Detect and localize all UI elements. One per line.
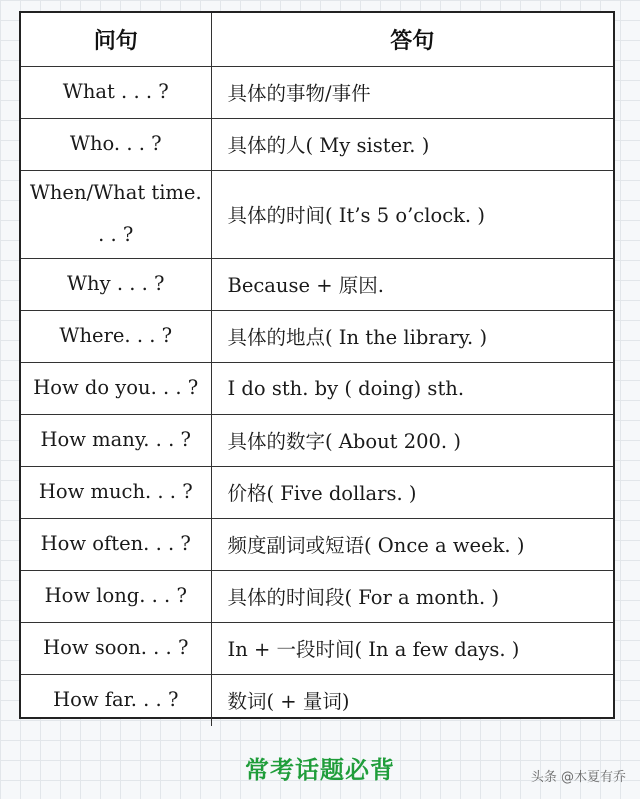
question-cell: How do you. . . ?: [21, 362, 211, 414]
question-cell: How many. . . ?: [21, 414, 211, 466]
qa-table-sheet: [19, 11, 615, 719]
question-cell: How much. . . ?: [21, 466, 211, 518]
question-cell: How often. . . ?: [21, 518, 211, 570]
table-row: [21, 258, 613, 310]
answer-cell: I do sth. by ( doing) sth.: [211, 362, 613, 414]
question-cell: How soon. . . ?: [21, 622, 211, 674]
question-cell: When/What time. . . ?: [21, 170, 211, 258]
answer-cell: 具体的时间段( For a month. ): [211, 570, 613, 622]
question-cell: How long. . . ?: [21, 570, 211, 622]
watermark: 头条 @木夏有乔: [530, 770, 626, 785]
table-row: [21, 622, 613, 674]
table-row: [21, 170, 613, 258]
table-row: [21, 310, 613, 362]
table-row: [21, 570, 613, 622]
table-row: [21, 674, 613, 726]
answer-cell: 具体的地点( In the library. ): [211, 310, 613, 362]
answer-cell: Because + 原因.: [211, 258, 613, 310]
answer-cell: 具体的人( My sister. ): [211, 118, 613, 170]
header-question: 问句: [21, 13, 211, 66]
question-cell: Why . . . ?: [21, 258, 211, 310]
answer-cell: 数词( + 量词): [211, 674, 613, 726]
question-answer-table: [21, 13, 613, 726]
table-row: [21, 518, 613, 570]
section-caption: 常考话题必背: [245, 756, 395, 784]
table-row: [21, 466, 613, 518]
answer-cell: 具体的时间( It’s 5 o’clock. ): [211, 170, 613, 258]
answer-cell: 具体的事物/事件: [211, 66, 613, 118]
table-row: [21, 118, 613, 170]
question-cell: How far. . . ?: [21, 674, 211, 726]
question-cell: Who. . . ?: [21, 118, 211, 170]
question-cell: Where. . . ?: [21, 310, 211, 362]
answer-cell: 价格( Five dollars. ): [211, 466, 613, 518]
answer-cell: 具体的数字( About 200. ): [211, 414, 613, 466]
table-row: [21, 414, 613, 466]
question-cell: What . . . ?: [21, 66, 211, 118]
table-header-row: [21, 13, 613, 66]
table-row: [21, 362, 613, 414]
answer-cell: 频度副词或短语( Once a week. ): [211, 518, 613, 570]
answer-cell: In + 一段时间( In a few days. ): [211, 622, 613, 674]
header-answer: 答句: [211, 13, 613, 66]
table-row: [21, 66, 613, 118]
